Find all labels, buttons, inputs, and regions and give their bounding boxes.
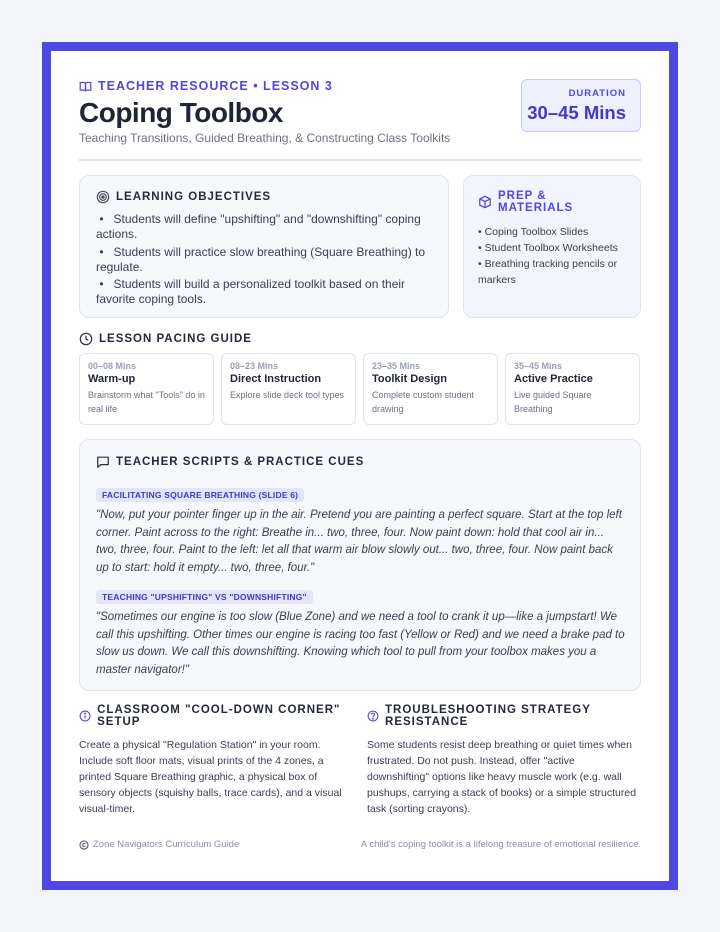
phase-desc: Brainstorm what "Tools" do in real life bbox=[88, 390, 205, 414]
phase-time: 23–35 Mins bbox=[372, 361, 421, 371]
cool-down-section bbox=[79, 704, 349, 817]
box-icon bbox=[478, 195, 492, 209]
cool-down-text: Create a physical "Regulation Station" in your room. Include soft floor mats, visual prints of the 4 zones, a printed Square Breathing graphic, a physical box of sensory objects (squishy balls, trace cards), and a visual visual-timer. bbox=[79, 739, 342, 815]
phase-name: Toolkit Design bbox=[372, 373, 447, 385]
phase-time: 08–23 Mins bbox=[230, 361, 279, 371]
prep-item: • Coping Toolbox Slides bbox=[478, 226, 589, 238]
prep-list bbox=[478, 224, 626, 288]
learning-objectives-card bbox=[79, 175, 449, 318]
objectives-heading bbox=[96, 190, 432, 204]
prep-item: • Student Toolbox Worksheets bbox=[478, 242, 618, 254]
phase-desc: Explore slide deck tool types bbox=[230, 390, 345, 400]
objective-item: • Students will build a personalized toolkit based on their favorite coping tools. bbox=[96, 277, 406, 306]
cool-down-title: CLASSROOM "COOL-DOWN CORNER" SETUP bbox=[97, 704, 341, 728]
pacing-phase bbox=[79, 353, 214, 425]
phase-name: Direct Instruction bbox=[230, 373, 322, 385]
page-title: Coping Toolbox bbox=[79, 97, 283, 128]
script-block bbox=[96, 485, 626, 577]
footer-left bbox=[79, 839, 239, 850]
footer-left-text: Zone Navigators Curriculum Guide bbox=[93, 839, 240, 850]
objectives-title: LEARNING OBJECTIVES bbox=[116, 191, 272, 203]
teacher-scripts-card bbox=[79, 439, 641, 691]
troubleshooting-section bbox=[367, 704, 637, 817]
phase-desc: Live guided Square Breathing bbox=[514, 390, 592, 414]
phase-desc: Complete custom student drawing bbox=[372, 390, 475, 414]
phase-name: Active Practice bbox=[514, 373, 593, 385]
prep-heading bbox=[478, 190, 626, 214]
phase-time: 35–45 Mins bbox=[514, 361, 563, 371]
objective-item: • Students will define "upshifting" and "downshifting" coping actions. bbox=[96, 212, 421, 241]
troubleshooting-heading bbox=[367, 704, 637, 728]
pacing-phase bbox=[221, 353, 356, 425]
duration-label: DURATION bbox=[568, 88, 626, 99]
phase-time: 00–08 Mins bbox=[88, 361, 137, 371]
page-subtitle: Teaching Transitions, Guided Breathing, & Constructing Class Toolkits bbox=[79, 131, 451, 145]
lesson-page bbox=[51, 51, 669, 881]
script-tag: FACILITATING SQUARE BREATHING (SLIDE 6) bbox=[96, 488, 304, 502]
eyebrow bbox=[79, 79, 333, 93]
phase-name: Warm-up bbox=[88, 373, 136, 385]
prep-title: PREP & MATERIALS bbox=[498, 190, 574, 214]
clock-icon bbox=[79, 332, 93, 346]
duration-value: 30–45 Mins bbox=[527, 102, 626, 123]
objective-text: Students will build a personalized toolkit based on their favorite coping tools. bbox=[96, 277, 406, 306]
duration-badge bbox=[521, 79, 641, 132]
objective-item: • Students will practice slow breathing (Square Breathing) to regulate. bbox=[96, 244, 426, 274]
target-icon bbox=[96, 190, 110, 204]
scripts-title: TEACHER SCRIPTS & PRACTICE CUES bbox=[116, 456, 365, 468]
footer-right: A child's coping toolkit is a lifelong treasure of emotional resilience. bbox=[360, 839, 641, 850]
script-quote: "Now, put your pointer finger up in the air. Pretend you are painting a perfect square. Start at the top left corner. Paint across to the right: Breathe in... two, three, four. Now paint down: hold that cool air in... two, three, four. Paint to the left: let all that warm air blow slowly out... two, three, four. Now paint back up to start: hold it empty... two, three, four." bbox=[96, 509, 622, 574]
prep-materials-card bbox=[463, 175, 641, 318]
prep-item: • Breathing tracking pencils or markers bbox=[478, 258, 618, 286]
book-icon bbox=[79, 80, 92, 93]
objective-text: Students will practice slow breathing (Square Breathing) to regulate. bbox=[96, 244, 426, 274]
chat-icon bbox=[96, 455, 110, 469]
pacing-phase bbox=[505, 353, 640, 425]
copyright-icon bbox=[79, 840, 89, 850]
script-block bbox=[96, 587, 626, 679]
objectives-list bbox=[96, 212, 432, 307]
eyebrow-text: TEACHER RESOURCE • LESSON 3 bbox=[98, 79, 333, 93]
troubleshooting-text: Some students resist deep breathing or quiet times when frustrated. Do not push. Instead, offer "active downshifting" options like heavy muscle work (e.g. wall pushups, carrying a stack of books) or a simple structured task (sorting crayons). bbox=[367, 739, 637, 815]
pacing-title: LESSON PACING GUIDE bbox=[99, 333, 252, 345]
scripts-heading bbox=[96, 455, 626, 469]
objective-text: Students will define "upshifting" and "downshifting" coping actions. bbox=[96, 212, 421, 241]
troubleshooting-title: TROUBLESHOOTING STRATEGY RESISTANCE bbox=[385, 704, 591, 728]
help-icon bbox=[367, 709, 379, 723]
header-divider bbox=[79, 159, 641, 161]
info-icon bbox=[79, 709, 91, 723]
script-tag: TEACHING "UPSHIFTING" VS "DOWNSHIFTING" bbox=[96, 590, 313, 604]
script-quote: "Sometimes our engine is too slow (Blue Zone) and we need a tool to crank it up—like a jumpstart! We call this upshifting. Other times our engine is racing too fast (Yellow or Red) and we need a brake pad to slow us down. We call this downshifting. Knowing which tool to pull from your toolbox makes you a master navigator!" bbox=[96, 611, 625, 676]
cool-down-heading bbox=[79, 704, 349, 728]
pacing-heading bbox=[79, 332, 252, 346]
pacing-phase bbox=[363, 353, 498, 425]
